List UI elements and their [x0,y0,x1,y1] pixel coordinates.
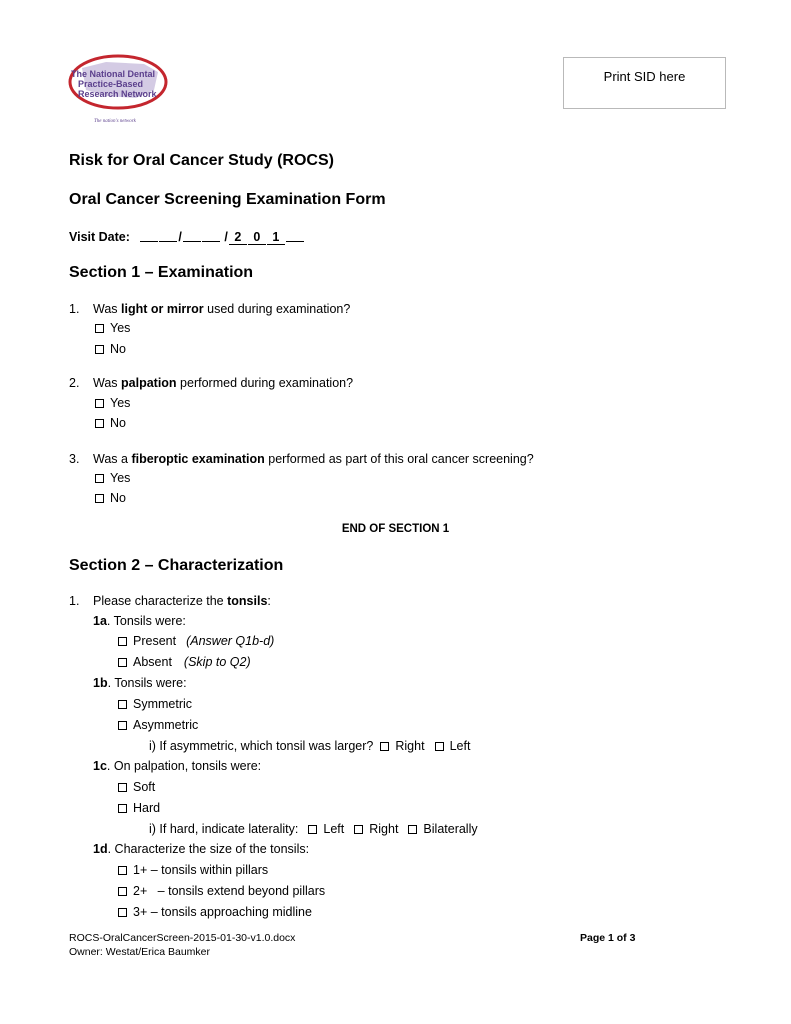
option-label: Asymmetric [133,718,199,732]
checkbox[interactable] [118,637,127,646]
s1-q3-text-bold: fiberoptic examination [131,452,265,466]
option-label: Hard [133,801,161,815]
s2-q1d [93,842,309,856]
q1b-option-asymmetric[interactable] [118,718,198,732]
s1-q1-text-post: used during examination? [203,302,351,316]
s1-q1-option-yes[interactable] [95,321,130,335]
section-2-heading: Section 2 – Characterization [69,557,284,574]
q1c-sub-question [149,822,478,836]
option-label: Right [395,739,425,753]
year-digit-3: 1 [267,230,285,245]
s1-q1-option-no[interactable] [95,342,126,356]
footer-owner: Owner: Westat/Erica Baumker [69,946,211,958]
s1-q2-option-yes[interactable] [95,396,130,410]
checkbox[interactable] [118,783,127,792]
q1b-sub-question [149,739,470,753]
checkbox-bilaterally[interactable] [408,825,417,834]
checkbox-left[interactable] [435,742,444,751]
option-label: Yes [110,321,131,335]
option-label: No [110,416,126,430]
q1b-text: . Tonsils were: [107,676,187,690]
checkbox[interactable] [118,866,127,875]
checkbox[interactable] [95,324,104,333]
q1b-sub-text: i) If asymmetric, which tonsil was larger? [149,739,374,753]
form-title: Oral Cancer Screening Examination Form [69,191,386,208]
q1d-text: . Characterize the size of the tonsils: [107,842,310,856]
network-logo [66,50,176,126]
skip-instruction: (Answer Q1b-d) [186,634,275,648]
option-label: Left [449,739,471,753]
s1-q3-text-pre: Was a [93,452,132,466]
q1a-option-present[interactable] [118,634,274,648]
checkbox[interactable] [95,399,104,408]
s1-q1-text-bold: light or mirror [121,302,204,316]
s2-q1a [93,614,186,628]
checkbox[interactable] [118,700,127,709]
logo-tagline: The nation's network [94,119,136,124]
q1b-option-symmetric[interactable] [118,697,192,711]
option-label: Left [323,822,345,836]
s1-q2-option-no[interactable] [95,416,126,430]
logo-line-1: The National Dental [71,69,156,79]
year-digit-1: 2 [229,230,247,245]
q1a-option-absent[interactable] [118,655,251,669]
q1d-option-1plus[interactable] [118,863,268,877]
skip-instruction: (Skip to Q2) [183,655,251,669]
q1c-option-soft[interactable] [118,780,155,794]
checkbox[interactable] [118,721,127,730]
end-of-section-1: END OF SECTION 1 [341,523,450,535]
page-number: Page 1 of 3 [580,932,636,944]
section-1-heading: Section 1 – Examination [69,264,254,281]
s1-q3-option-no[interactable] [95,491,126,505]
s2-q1-text-post: : [267,594,271,608]
option-label: Bilaterally [423,822,478,836]
checkbox[interactable] [118,887,127,896]
visit-date-field[interactable]: Visit Date: / / 2 0 1 [69,229,305,245]
option-label: 2+ – tonsils extend beyond pillars [133,884,326,898]
print-sid-box[interactable] [563,57,726,109]
checkbox[interactable] [95,345,104,354]
s2-q1c [93,759,261,773]
option-label: Right [369,822,399,836]
q1d-option-2plus[interactable] [118,884,325,898]
option-label: No [110,342,126,356]
q1c-option-hard[interactable] [118,801,160,815]
visit-date-label: Visit Date: [69,230,130,244]
option-label: Present [133,634,177,648]
s1-q3-option-yes[interactable] [95,471,130,485]
s2-q1-number: 1. [69,594,80,608]
logo-line-2: Practice-Based [78,79,144,89]
q1a-label: 1a [93,614,107,628]
q1c-sub-text: i) If hard, indicate laterality: [149,822,299,836]
checkbox[interactable] [95,494,104,503]
year-digit-2: 0 [248,230,266,245]
q1c-label: 1c [93,759,107,773]
option-label: Symmetric [133,697,193,711]
option-label: 1+ – tonsils within pillars [133,863,269,877]
s1-q1-text-pre: Was [93,302,122,316]
s2-q1-text-bold: tonsils [227,594,268,608]
option-label: Yes [110,471,131,485]
checkbox[interactable] [95,419,104,428]
s1-q2-number: 2. [69,376,80,390]
print-sid-label: Print SID here [603,69,686,84]
q1c-text: . On palpation, tonsils were: [106,759,262,773]
logo-line-3: Research Network [78,89,157,99]
s1-q2-text-bold: palpation [121,376,177,390]
s2-q1b [93,676,187,690]
s1-q1-number: 1. [69,302,80,316]
checkbox-right[interactable] [380,742,389,751]
footer-filename: ROCS-OralCancerScreen-2015-01-30-v1.0.docx [69,932,296,944]
q1d-option-3plus[interactable] [118,905,312,919]
checkbox[interactable] [118,658,127,667]
q1a-text: . Tonsils were: [106,614,186,628]
s2-q1-text-pre: Please characterize the [93,594,228,608]
checkbox[interactable] [118,804,127,813]
option-label: Absent [133,655,172,669]
q1b-label: 1b [93,676,108,690]
checkbox-left[interactable] [308,825,317,834]
s1-q3-text-post: performed as part of this oral cancer screening? [264,452,534,466]
s1-q2-text-post: performed during examination? [176,376,354,390]
option-label: 3+ – tonsils approaching midline [133,905,312,919]
option-label: Yes [110,396,131,410]
q1d-label: 1d [93,842,108,856]
study-title: Risk for Oral Cancer Study (ROCS) [69,152,334,169]
s1-q3-number: 3. [69,452,80,466]
checkbox-right[interactable] [354,825,363,834]
s1-q2-text-pre: Was [93,376,122,390]
checkbox[interactable] [95,474,104,483]
logo-graphic [66,50,176,126]
option-label: Soft [133,780,156,794]
option-label: No [110,491,126,505]
checkbox[interactable] [118,908,127,917]
